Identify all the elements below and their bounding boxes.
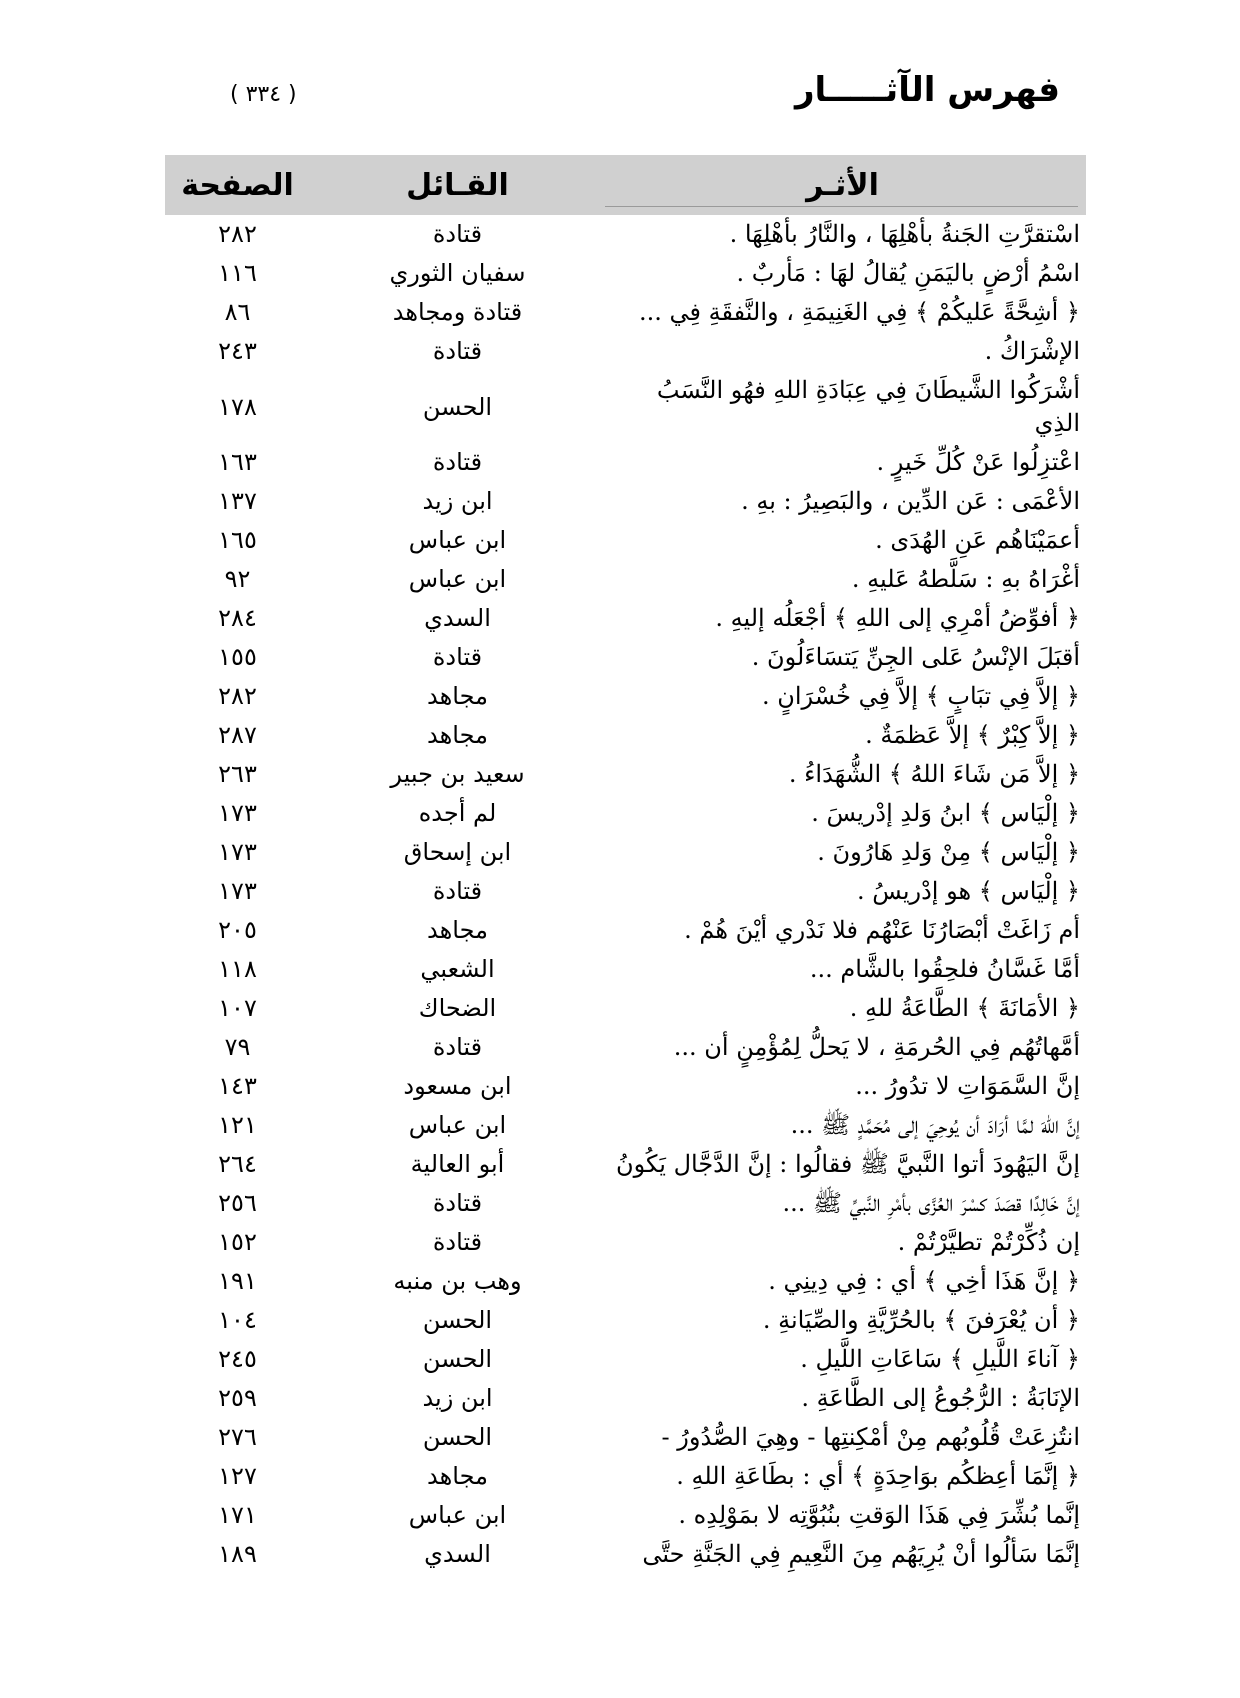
- page-cell: ٢٤٥: [218, 1345, 257, 1373]
- sayer-cell: قتادة: [432, 877, 483, 905]
- athar-cell: إنَّمَا سَألُوا أنْ يُرِيَهُم مِنَ النَّعِيمِ فِي الجَنَّةِ حتَّى: [642, 1540, 1080, 1568]
- page-cell: ٢٨٢: [218, 682, 257, 710]
- athar-cell: أشْرَكُوا الشَّيطَانَ فِي عِبَادَةِ اللهِ فهُو النَّسَبُ الذِي: [656, 376, 1080, 437]
- athar-index-table: [165, 155, 1086, 1574]
- table-row: [165, 371, 1086, 443]
- sayer-cell: قتادة ومجاهد: [392, 298, 523, 326]
- sayer-cell: وهب بن منبه: [393, 1267, 522, 1295]
- page-cell: ٢٧٦: [218, 1423, 257, 1451]
- page-number: ( ٣٣٤ ): [230, 82, 297, 107]
- table-row: [165, 989, 1086, 1028]
- athar-cell: أقبَلَ الإنْسُ عَلى الجِنِّ يَتسَاءَلُونَ .: [751, 643, 1080, 671]
- athar-cell: ﴿ إلْيَاس ﴾ ابنُ وَلدِ إدْريسَ .: [811, 799, 1080, 827]
- page-title: فهرس الآثـــــار: [794, 70, 1060, 110]
- table-row: [165, 443, 1086, 482]
- sayer-cell: الحسن: [422, 392, 493, 421]
- athar-cell: ﴿ إنَّ هَذَا أخِي ﴾ أي : فِي دِينِي .: [768, 1267, 1080, 1295]
- page-cell: ١٧٣: [218, 838, 257, 866]
- athar-cell: أمَّهاتُهُم فِي الحُرمَةِ ، لا يَحلُّ لِمُؤْمِنٍ أن ...: [673, 1033, 1080, 1061]
- page-cell: ١٧٣: [218, 877, 257, 905]
- table-row: [165, 1067, 1086, 1106]
- page-cell: ١٢١: [218, 1111, 257, 1139]
- sayer-cell: مجاهد: [427, 682, 488, 710]
- sayer-cell: الحسن: [422, 1306, 493, 1334]
- page-cell: ٢٠٥: [218, 916, 257, 944]
- table-row: [165, 638, 1086, 677]
- table-row: [165, 1145, 1086, 1184]
- sayer-cell: قتادة: [432, 1189, 483, 1217]
- sayer-cell: أبو العالية: [410, 1150, 505, 1178]
- athar-cell: إنَّما بُشِّرَ فِي هَذَا الوَقتِ بنُبُوَّتِه لا بمَوْلِدِه .: [678, 1501, 1080, 1529]
- athar-cell: اسْتقرَّتِ الجَنةُ بأهْلِهَا ، والنَّارُ بأهْلِهَا .: [729, 220, 1080, 248]
- table-row: [165, 1106, 1086, 1145]
- table-row: [165, 293, 1086, 332]
- page-cell: ١٠٤: [218, 1306, 257, 1334]
- sayer-cell: ابن عباس: [408, 526, 507, 554]
- athar-cell: ﴿ إلْيَاس ﴾ هو إدْريسُ .: [856, 877, 1080, 905]
- athar-cell: إنَّ اليَهُودَ أتوا النَّبيَّ ﷺ فقالُوا : إنَّ الدَّجَّال يَكُونُ: [615, 1150, 1080, 1178]
- table-row: [165, 1379, 1086, 1418]
- athar-cell: انتُزِعَتْ قُلُوبُهم مِنْ أمْكِنتِها - وهِيَ الصُّدُورُ -: [661, 1423, 1080, 1451]
- table-body: [165, 215, 1086, 1574]
- table-row: [165, 755, 1086, 794]
- sayer-cell: ابن زيد: [422, 487, 493, 515]
- table-row: [165, 1535, 1086, 1574]
- page-cell: ٢٨٢: [218, 220, 257, 248]
- page-cell: ١٥٥: [218, 643, 257, 671]
- table-row: [165, 950, 1086, 989]
- table-row: [165, 482, 1086, 521]
- table-row: [165, 1457, 1086, 1496]
- athar-cell: ﴿ أفوِّضُ أمْرِي إلى اللهِ ﴾ أجْعَلُه إليهِ .: [715, 604, 1080, 632]
- table-row: [165, 1028, 1086, 1067]
- athar-cell: ﴿ إلاَّ فِي تبَابٍ ﴾ إلاَّ فِي خُسْرَانٍ .: [761, 682, 1080, 710]
- page-cell: ١٩١: [218, 1267, 257, 1295]
- sayer-cell: مجاهد: [427, 721, 488, 749]
- page-cell: ٢٥٦: [218, 1189, 257, 1217]
- sayer-cell: قتادة: [432, 643, 483, 671]
- table-row: [165, 1223, 1086, 1262]
- table-row: [165, 254, 1086, 293]
- table-row: [165, 521, 1086, 560]
- page-cell: ٩٢: [224, 565, 251, 593]
- column-header-athar: الأثـر: [605, 155, 1086, 215]
- table-row: [165, 560, 1086, 599]
- page-cell: ١١٦: [218, 259, 257, 287]
- page-cell: ٨٦: [224, 298, 251, 326]
- page-cell: ١٧١: [218, 1501, 257, 1529]
- table-row: [165, 1340, 1086, 1379]
- sayer-cell: الشعبي: [420, 955, 495, 983]
- page-cell: ١٠٧: [218, 994, 257, 1022]
- sayer-cell: قتادة: [432, 448, 483, 476]
- athar-cell: إن ذُكِّرْتُمْ تطيَّرْتُمْ .: [897, 1228, 1080, 1256]
- table-row: [165, 599, 1086, 638]
- athar-cell: ﴿ أشِحَّةً عَليكُمْ ﴾ فِي الغَنِيمَةِ ، والنَّفقَةِ فِي ...: [639, 298, 1080, 326]
- page-cell: ١٦٥: [218, 526, 257, 554]
- page-cell: ٢٦٤: [218, 1150, 257, 1178]
- table-row: [165, 833, 1086, 872]
- page-cell: ٢٦٣: [218, 760, 257, 788]
- sayer-cell: لم أجده: [418, 799, 497, 827]
- column-header-page: الصفحة: [181, 167, 294, 203]
- page-cell: ٢٨٧: [218, 721, 257, 749]
- table-row: [165, 911, 1086, 950]
- table-row: [165, 1301, 1086, 1340]
- athar-cell: ﴿ إلْيَاس ﴾ مِنْ وَلدِ هَارُونَ .: [817, 838, 1080, 866]
- sayer-cell: السدي: [424, 1540, 491, 1568]
- athar-cell: أعمَيْنَاهُم عَنِ الهُدَى .: [875, 526, 1080, 554]
- sayer-cell: قتادة: [432, 1033, 483, 1061]
- sayer-cell: قتادة: [432, 337, 483, 365]
- sayer-cell: ابن عباس: [408, 1111, 507, 1139]
- athar-cell: أمَّا غَسَّانُ فلحِقُوا بالشَّام ...: [809, 955, 1080, 983]
- table-row: [165, 1418, 1086, 1457]
- page-cell: ١١٨: [218, 955, 257, 983]
- sayer-cell: سفيان الثوري: [389, 259, 526, 287]
- table-row: [165, 1262, 1086, 1301]
- athar-cell: اسْمُ أرْضٍ باليَمَنِ يُقالُ لهَا : مَأربٌ .: [736, 259, 1080, 287]
- sayer-cell: الحسن: [422, 1423, 493, 1451]
- sayer-cell: قتادة: [432, 1228, 483, 1256]
- sayer-cell: السدي: [424, 604, 491, 632]
- table-row: [165, 215, 1086, 254]
- athar-cell: إنَّ اللهَ لمَّا أرَادَ أن يُوحِيَ إلى مُحَمَّدٍ ﷺ ...: [790, 1111, 1080, 1139]
- page-cell: ١٤٣: [218, 1072, 257, 1100]
- athar-cell: ﴿ إلاَّ كِبْرٌ ﴾ إلاَّ عَظمَةٌ .: [865, 721, 1080, 749]
- column-header-sayer: القـائل: [406, 167, 509, 203]
- sayer-cell: مجاهد: [427, 916, 488, 944]
- athar-cell: إنَّ خَالِدًا قصَدَ كسْرَ العُزَّى بأمْرِ النَّبيِّ ﷺ ...: [782, 1189, 1080, 1217]
- athar-cell: الأعْمَى : عَن الدِّين ، والبَصِيرُ : بهِ .: [741, 487, 1080, 515]
- page-cell: ٧٩: [224, 1033, 251, 1061]
- page-cell: ١٥٢: [218, 1228, 257, 1256]
- athar-cell: الإشْرَاكُ .: [984, 337, 1080, 365]
- table-row: [165, 1496, 1086, 1535]
- table-row: [165, 1184, 1086, 1223]
- sayer-cell: ابن عباس: [408, 1501, 507, 1529]
- sayer-cell: الحسن: [422, 1345, 493, 1373]
- page-cell: ١٢٧: [218, 1462, 257, 1490]
- page-cell: ١٦٣: [218, 448, 257, 476]
- athar-cell: ﴿ إنَّمَا أعِظكُم بوَاحِدَةٍ ﴾ أي : بطَاعَةِ اللهِ .: [676, 1462, 1080, 1490]
- table-header-row: [165, 155, 1086, 215]
- page-cell: ٢٨٤: [218, 604, 257, 632]
- athar-cell: إنَّ السَّمَوَاتِ لا تدُورُ ...: [855, 1072, 1080, 1100]
- athar-cell: ﴿ إلاَّ مَن شَاءَ اللهُ ﴾ الشُّهَدَاءُ .: [788, 760, 1080, 788]
- page-cell: ١٣٧: [218, 487, 257, 515]
- athar-cell: الإنَابَةُ : الرُّجُوعُ إلى الطَّاعَةِ .: [801, 1384, 1080, 1412]
- page-header: [210, 70, 1060, 120]
- page-cell: ١٧٣: [218, 799, 257, 827]
- athar-cell: ﴿ أن يُعْرَفنَ ﴾ بالحُرِّيَّةِ والصِّيَانةِ .: [762, 1306, 1080, 1334]
- sayer-cell: سعيد بن جبير: [390, 760, 525, 788]
- sayer-cell: ابن إسحاق: [403, 838, 512, 866]
- table-row: [165, 794, 1086, 833]
- page-cell: ١٨٩: [218, 1540, 257, 1568]
- sayer-cell: ابن عباس: [408, 565, 507, 593]
- table-row: [165, 677, 1086, 716]
- page-cell: ٢٥٩: [218, 1384, 257, 1412]
- page-cell: ١٧٨: [218, 392, 257, 421]
- sayer-cell: الضحاك: [418, 994, 497, 1022]
- table-row: [165, 872, 1086, 911]
- athar-cell: ﴿ آناءَ اللَّيلِ ﴾ سَاعَاتِ اللَّيلِ .: [800, 1345, 1080, 1373]
- sayer-cell: ابن مسعود: [403, 1072, 512, 1100]
- athar-cell: أم زَاغَتْ أبْصَارُنَا عَنْهُم فلا نَدْري أيْنَ هُمْ .: [684, 916, 1080, 944]
- sayer-cell: قتادة: [432, 220, 483, 248]
- sayer-cell: ابن زيد: [422, 1384, 493, 1412]
- athar-cell: ﴿ الأمَانَةَ ﴾ الطَّاعَةُ للهِ .: [849, 994, 1080, 1022]
- athar-cell: أغْرَاهُ بهِ : سَلَّطهُ عَليهِ .: [851, 565, 1080, 593]
- table-row: [165, 332, 1086, 371]
- page-cell: ٢٤٣: [218, 337, 257, 365]
- athar-cell: اعْتزِلُوا عَنْ كُلِّ خَيرٍ .: [876, 448, 1080, 476]
- sayer-cell: مجاهد: [427, 1462, 488, 1490]
- table-row: [165, 716, 1086, 755]
